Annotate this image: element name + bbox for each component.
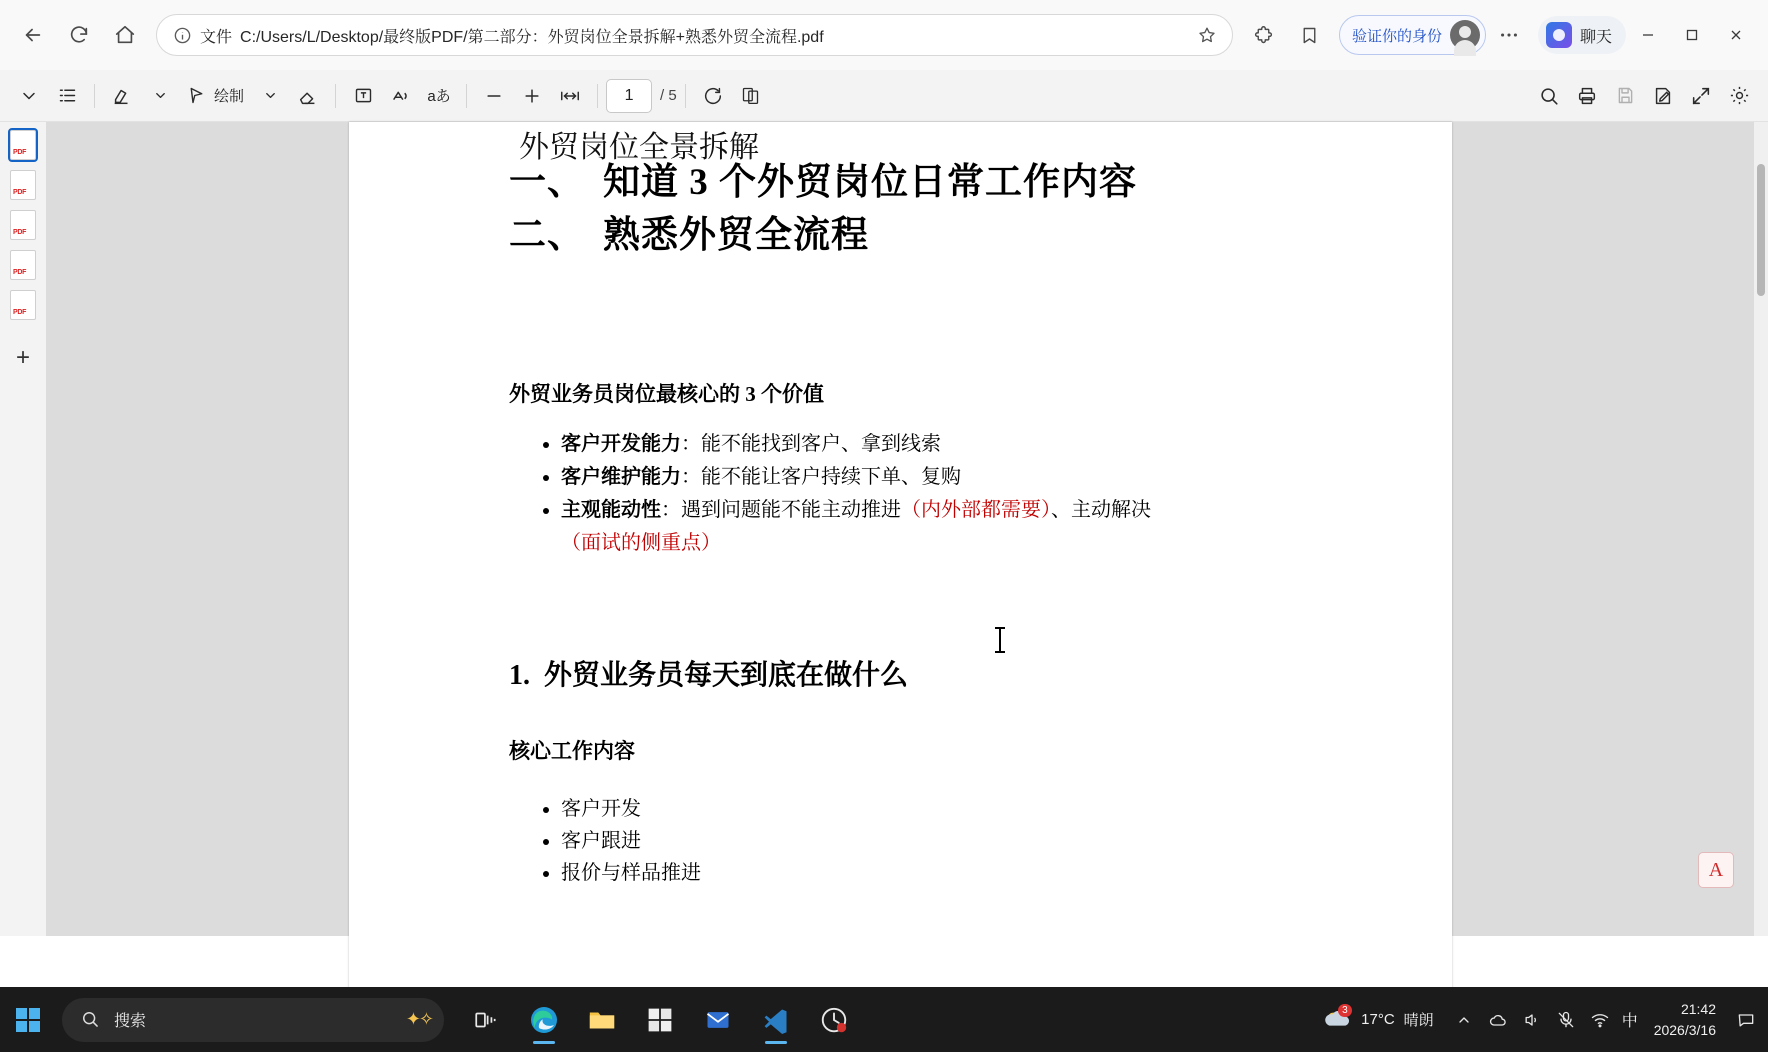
highlight-button[interactable] xyxy=(103,77,141,115)
extensions-button[interactable] xyxy=(1244,15,1284,55)
thumbnail-label: PDF xyxy=(13,309,27,316)
value-emphasis: （内外部都需要） xyxy=(901,499,1051,522)
taskbar-clock[interactable] xyxy=(1654,999,1716,1040)
clock-time: 21:42 xyxy=(1680,1001,1716,1018)
maximize-button[interactable] xyxy=(1670,12,1714,58)
value-separator: ： xyxy=(681,466,701,489)
thumbnail-label: PDF xyxy=(13,269,27,276)
pdf-toolbar xyxy=(0,70,1768,122)
heading-1-number: 一、 xyxy=(509,162,585,203)
verify-identity-pill[interactable] xyxy=(1339,15,1486,55)
search-icon[interactable] xyxy=(1530,77,1568,115)
wifi-icon[interactable] xyxy=(1588,1008,1612,1032)
translate-icon[interactable] xyxy=(420,77,458,115)
thumbnail-page-5[interactable] xyxy=(10,290,36,320)
save-as-icon[interactable] xyxy=(1644,77,1682,115)
list-item xyxy=(561,461,1392,494)
core-values-list xyxy=(539,428,1392,560)
address-bar[interactable] xyxy=(156,14,1233,56)
value-separator: ： xyxy=(681,433,701,456)
read-aloud-icon[interactable] xyxy=(382,77,420,115)
volume-icon[interactable] xyxy=(1520,1008,1544,1032)
value-text: 能不能找到客户、拿到线索 xyxy=(701,433,941,456)
clock-app-icon[interactable] xyxy=(808,994,860,1046)
vertical-scrollbar[interactable] xyxy=(1754,122,1768,936)
fit-to-width-button[interactable] xyxy=(551,77,589,115)
minimize-button[interactable] xyxy=(1626,12,1670,58)
heading-2-number: 二、 xyxy=(509,214,585,256)
browser-toolbar xyxy=(0,0,1768,70)
vscode-icon[interactable] xyxy=(750,994,802,1046)
system-tray xyxy=(1322,999,1768,1040)
taskbar-search[interactable] xyxy=(62,998,444,1042)
collections-button[interactable] xyxy=(1290,15,1330,55)
heading-2-text: 熟悉外贸全流程 xyxy=(603,214,869,256)
thumbnail-rail xyxy=(0,122,46,936)
table-of-contents-icon[interactable] xyxy=(48,77,86,115)
value-text: 能不能让客户持续下单、复购 xyxy=(701,466,961,489)
value-tail: 、主动解决 xyxy=(1051,499,1151,522)
heading-1-text: 知道 3 个外贸岗位日常工作内容 xyxy=(603,162,1137,203)
verify-identity-label: 验证你的身份 xyxy=(1351,27,1442,45)
copilot-label: 聊天 xyxy=(1579,28,1612,46)
list-item xyxy=(561,494,1392,560)
add-page-button[interactable]: + xyxy=(15,344,30,371)
heading-1 xyxy=(509,157,1392,210)
numbered-heading-number: 1. xyxy=(509,660,530,692)
thumbnail-page-1[interactable] xyxy=(10,130,36,160)
more-options-button[interactable] xyxy=(1489,15,1529,55)
thumbnail-page-4[interactable] xyxy=(10,250,36,280)
thumbnail-page-2[interactable] xyxy=(10,170,36,200)
list-item xyxy=(561,428,1392,461)
copilot-icon xyxy=(1546,22,1572,48)
numbered-heading-text: 外贸业务员每天到底在做什么 xyxy=(544,660,909,692)
address-url-text: C:/Users/L/Desktop/最终版PDF/第二部分：外贸岗位全景拆解+熟悉外贸全流程.pdf xyxy=(240,28,824,46)
add-text-icon[interactable] xyxy=(344,77,382,115)
text-cursor xyxy=(999,627,1001,653)
clock-date: 2026/3/16 xyxy=(1653,1021,1716,1038)
fullscreen-icon[interactable] xyxy=(1682,77,1720,115)
weather-widget[interactable] xyxy=(1322,1004,1434,1033)
mic-muted-icon[interactable] xyxy=(1554,1008,1578,1032)
list-item: • 报价与样品推进 xyxy=(561,857,1392,867)
list-item: • 客户开发 xyxy=(561,793,1392,825)
back-button[interactable] xyxy=(13,15,53,55)
thumbnail-label: PDF xyxy=(13,189,27,196)
star-icon[interactable] xyxy=(1194,22,1220,48)
search-icon xyxy=(80,1009,102,1031)
weather-badge: 3 xyxy=(1338,1004,1352,1017)
page-number-input[interactable]: 1 xyxy=(606,79,652,113)
onedrive-icon[interactable] xyxy=(1486,1008,1510,1032)
divider xyxy=(597,84,598,108)
numbered-heading xyxy=(509,653,1392,693)
taskbar-search-placeholder: 搜索 xyxy=(114,1013,147,1030)
save-icon[interactable] xyxy=(1606,77,1644,115)
divider xyxy=(466,84,467,108)
value-text: 遇到问题能不能主动推进 xyxy=(681,499,901,522)
windows-taskbar xyxy=(0,987,1768,1052)
scrollbar-thumb[interactable] xyxy=(1757,164,1765,296)
pdf-viewer xyxy=(46,122,1768,936)
divider xyxy=(685,84,686,108)
zoom-in-button[interactable] xyxy=(513,77,551,115)
clipped-previous-line: 外贸岗位全景拆解 xyxy=(519,131,759,164)
gear-icon[interactable] xyxy=(1720,77,1758,115)
thumbnail-label: PDF xyxy=(13,149,27,156)
pdf-page xyxy=(349,122,1452,1052)
notifications-icon[interactable] xyxy=(1734,1008,1758,1032)
weather-desc: 晴朗 xyxy=(1403,1012,1434,1029)
section-title: 外贸业务员岗位最核心的 3 个价值 xyxy=(509,382,824,407)
value-separator: ： xyxy=(661,499,681,522)
outlook-icon[interactable] xyxy=(692,994,744,1046)
divider xyxy=(94,84,95,108)
page-layout-icon[interactable] xyxy=(732,77,770,115)
draw-dropdown[interactable] xyxy=(251,77,289,115)
close-button[interactable] xyxy=(1714,12,1758,58)
sparkle-icon: ✦✧ xyxy=(405,1009,432,1029)
ime-indicator[interactable]: 中 xyxy=(1621,1013,1638,1030)
sub-heading: 核心工作内容 xyxy=(509,739,635,764)
value-term: 主观能动性 xyxy=(561,499,661,522)
draw-label: 绘制 xyxy=(214,88,245,105)
avatar xyxy=(1450,20,1480,50)
print-icon[interactable] xyxy=(1568,77,1606,115)
translate-label: aあ xyxy=(427,88,451,105)
highlight-dropdown[interactable] xyxy=(141,77,179,115)
value-term: 客户维护能力 xyxy=(561,466,681,489)
divider xyxy=(335,84,336,108)
refresh-button[interactable] xyxy=(59,15,99,55)
taskbar-apps xyxy=(460,994,860,1046)
page-total-label: / 5 xyxy=(660,87,677,104)
edge-icon[interactable] xyxy=(518,994,570,1046)
eraser-icon[interactable] xyxy=(289,77,327,115)
sidebar-collapse-button[interactable] xyxy=(10,77,48,115)
value-emphasis-2: （面试的侧重点） xyxy=(561,532,721,555)
rotate-icon[interactable] xyxy=(694,77,732,115)
list-item: • 客户跟进 xyxy=(561,825,1392,857)
acrobat-badge-icon[interactable]: A xyxy=(1698,852,1734,888)
file-explorer-icon[interactable] xyxy=(576,994,628,1046)
weather-temp: 17°C xyxy=(1361,1011,1395,1028)
draw-button[interactable] xyxy=(179,77,251,115)
info-icon xyxy=(171,24,193,46)
thumbnail-page-3[interactable] xyxy=(10,210,36,240)
microsoft-store-icon[interactable] xyxy=(634,994,686,1046)
heading-2 xyxy=(509,210,1392,263)
home-button[interactable] xyxy=(105,15,145,55)
weather-icon xyxy=(1322,1004,1352,1033)
task-view-icon[interactable] xyxy=(460,994,512,1046)
value-term: 客户开发能力 xyxy=(561,433,681,456)
copilot-button[interactable] xyxy=(1538,16,1626,54)
address-scheme-label: 文件 xyxy=(200,28,233,46)
thumbnail-label: PDF xyxy=(13,229,27,236)
chevron-up-icon[interactable] xyxy=(1452,1008,1476,1032)
start-button[interactable] xyxy=(0,987,56,1052)
windows-logo-icon xyxy=(16,1008,40,1032)
zoom-out-button[interactable] xyxy=(475,77,513,115)
work-items-list xyxy=(539,793,1392,885)
